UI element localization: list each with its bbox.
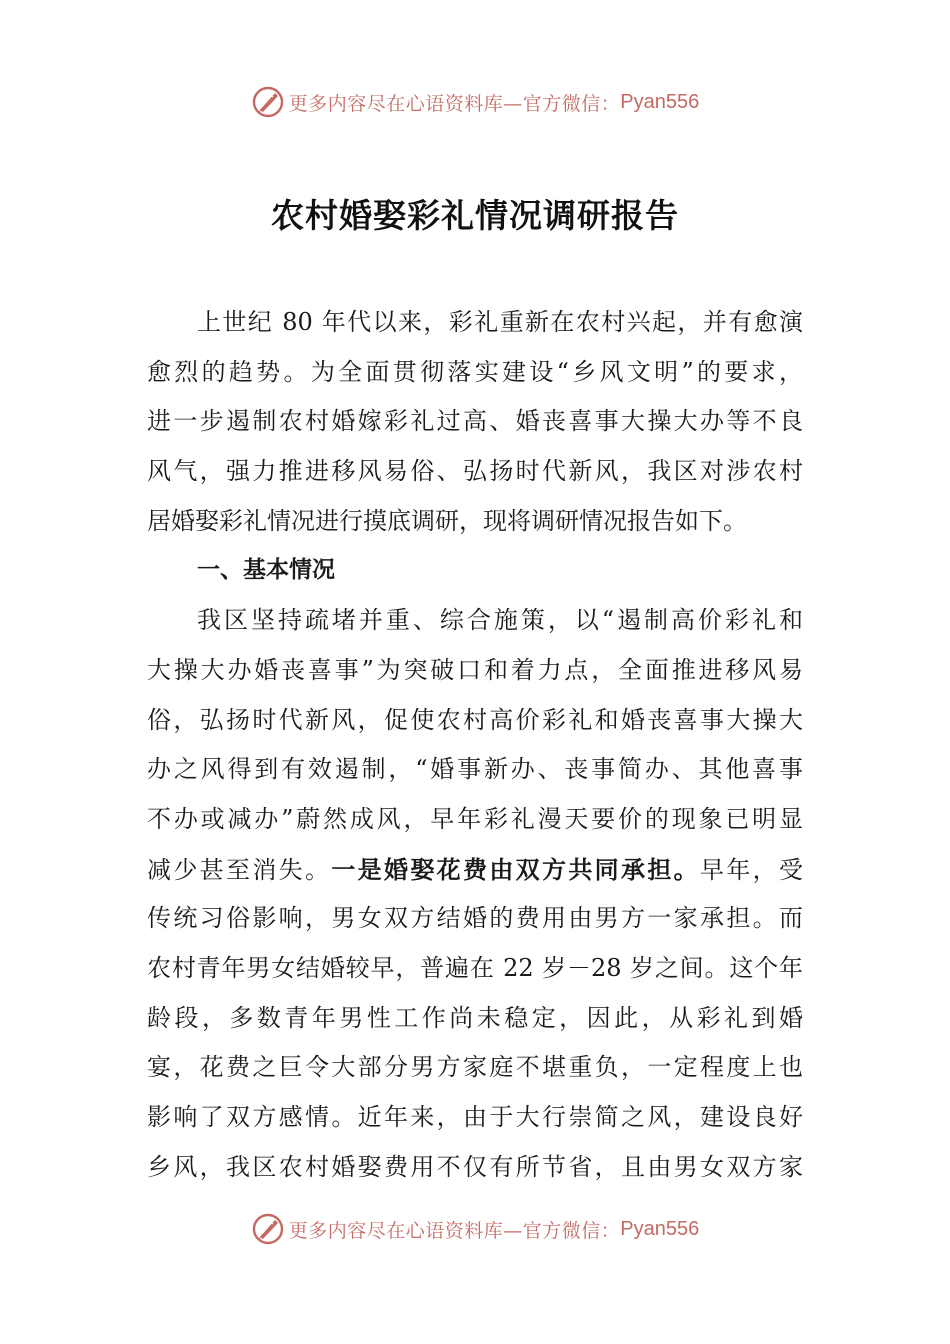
paragraph-line: 大操大办婚丧喜事”为突破口和着力点，全面推进移风易: [147, 655, 803, 684]
watermark-id: Pyan556: [620, 1217, 700, 1240]
text-run: 减少甚至消失。: [147, 855, 332, 884]
paragraph-line: 居婚娶彩礼情况进行摸底调研，现将调研情况报告如下。: [147, 506, 747, 535]
quill-pen-logo-icon: [251, 85, 285, 119]
watermark-footer: [0, 1209, 950, 1249]
paragraph-line: 进一步遏制农村婚嫁彩礼过高、婚丧喜事大操大办等不良: [147, 407, 803, 436]
watermark-text: 更多内容尽在心语资料库—官方微信：: [288, 1219, 621, 1242]
watermark-id: Pyan556: [620, 90, 700, 113]
paragraph-line: 影响了双方感情。近年来，由于大行崇简之风，建设良好: [147, 1103, 803, 1131]
section-heading: 一、基本情况: [197, 557, 335, 584]
quill-pen-logo-icon: [251, 1212, 285, 1246]
paragraph-line: 乡风，我区农村婚娶费用不仅有所节省，且由男女双方家: [147, 1152, 803, 1181]
watermark-header: [0, 82, 950, 122]
paragraph-line: 愈烈的趋势。为全面贯彻落实建设“乡风文明”的要求，: [147, 357, 803, 386]
document-body: [147, 298, 803, 1192]
paragraph-line: 俗，弘扬时代新风，促使农村高价彩礼和婚丧喜事大操大: [147, 705, 803, 734]
paragraph-line: 办之风得到有效遏制，“婚事新办、丧事简办、其他喜事: [147, 755, 803, 784]
watermark-text: 更多内容尽在心语资料库—官方微信：: [288, 92, 621, 115]
text-run: 早年，受: [700, 855, 804, 884]
paragraph-line: 上世纪 80 年代以来，彩礼重新在农村兴起，并有愈演: [197, 308, 803, 336]
paragraph-line: 风气，强力推进移风易俗、弘扬时代新风，我区对涉农村: [147, 457, 803, 486]
document-title: 农村婚娶彩礼情况调研报告: [271, 196, 679, 235]
paragraph-line: 宴，花费之巨令大部分男方家庭不堪重负，一定程度上也: [147, 1053, 803, 1082]
paragraph-line-mixed: [147, 845, 803, 895]
paragraph-line: 传统习俗影响，男女双方结婚的费用由男方一家承担。而: [147, 904, 803, 933]
emphasis-lead: 一是婚娶花费由双方共同承担。: [331, 854, 701, 884]
paragraph-line: 龄段，多数青年男性工作尚未稳定，因此，从彩礼到婚: [147, 1003, 803, 1032]
paragraph-line: 不办或减办”蔚然成风，早年彩礼漫天要价的现象已明显: [147, 804, 803, 833]
paragraph-line: 农村青年男女结婚较早，普遍在 22 岁－28 岁之间。这个年: [147, 953, 803, 982]
paragraph-line: 我区坚持疏堵并重、综合施策，以“遏制高价彩礼和: [197, 606, 803, 635]
